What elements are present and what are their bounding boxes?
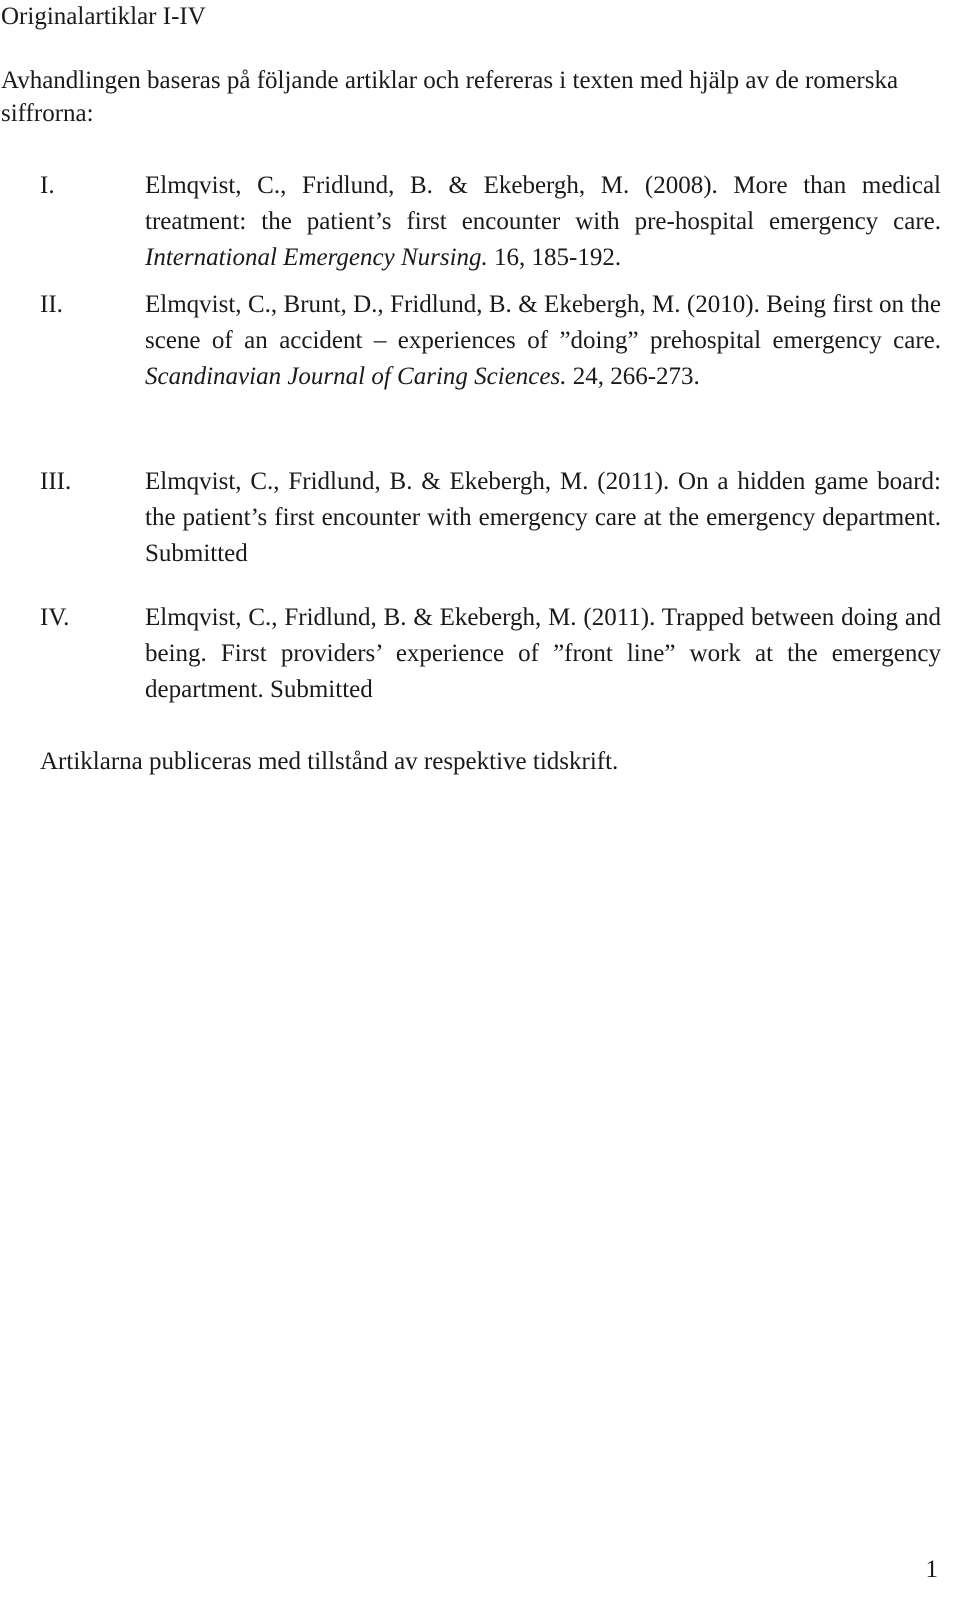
reference-citation: Elmqvist, C., Fridlund, B. & Ekebergh, M. (2011). Trapped between doing and being. First providers’ experience of ”front line” work at the emergency department. Submitted	[145, 604, 941, 703]
page-number: 1	[925, 1556, 938, 1583]
reference-numeral: I.	[40, 172, 55, 199]
reference-text	[145, 168, 941, 276]
reference-volume-pages: 16, 185-192.	[487, 244, 622, 271]
reference-item	[0, 287, 960, 464]
reference-item	[0, 600, 960, 736]
reference-text	[145, 600, 941, 708]
reference-text	[145, 464, 941, 572]
page-title: Originalartiklar I-IV	[1, 3, 206, 30]
reference-text	[145, 287, 941, 395]
reference-item	[0, 168, 960, 287]
reference-numeral: II.	[40, 291, 63, 318]
reference-numeral: IV.	[40, 604, 70, 631]
reference-numeral: III.	[40, 468, 72, 495]
reference-journal: Scandinavian Journal of Caring Sciences.	[145, 363, 567, 390]
reference-citation: Elmqvist, C., Fridlund, B. & Ekebergh, M. (2008). More than medical treatment: the patient’s first encounter with pre-hospital emergency care.	[145, 172, 941, 235]
intro-paragraph: Avhandlingen baseras på följande artiklar och refereras i texten med hjälp av de romerska siffrorna:	[1, 67, 899, 127]
closing-note: Artiklarna publiceras med tillstånd av respektive tidskrift.	[40, 748, 619, 775]
reference-volume-pages: 24, 266-273.	[566, 363, 700, 390]
reference-citation: Elmqvist, C., Brunt, D., Fridlund, B. & Ekebergh, M. (2010). Being first on the scene of an accident – experiences of ”doing” prehospital emergency care.	[145, 291, 941, 354]
reference-journal: International Emergency Nursing.	[145, 244, 488, 271]
reference-citation: Elmqvist, C., Fridlund, B. & Ekebergh, M. (2011). On a hidden game board: the patient’s first encounter with emergency care at the emergency department. Submitted	[145, 468, 941, 567]
reference-list	[0, 168, 960, 736]
reference-item	[0, 464, 960, 600]
